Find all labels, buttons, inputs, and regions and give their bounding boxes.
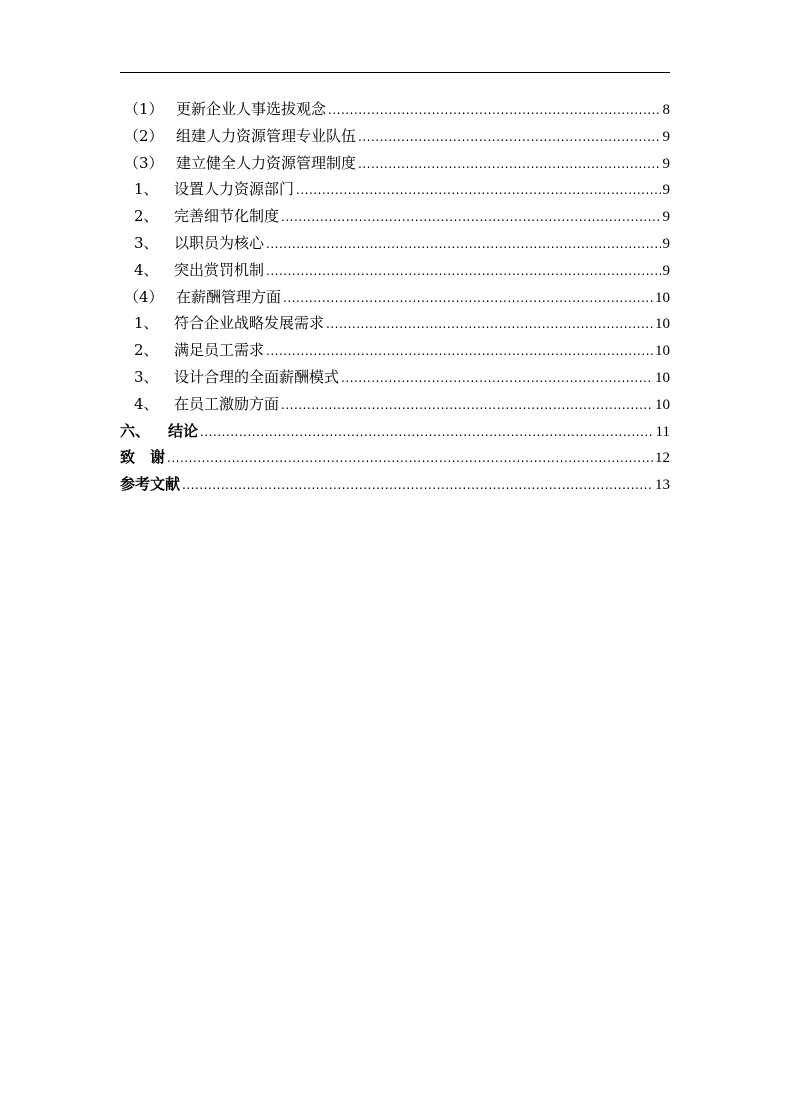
toc-entry-title: 满足员工需求 [174, 341, 265, 360]
toc-entry-page: 11 [655, 423, 670, 440]
toc-entry-page: 10 [655, 369, 670, 386]
toc-dot-leader [266, 338, 653, 365]
toc-entry-title: 建立健全人力资源管理制度 [176, 153, 357, 172]
toc-entry-page: 9 [662, 182, 670, 199]
toc-dot-leader [283, 285, 653, 312]
toc-entry-number: 2、 [134, 341, 159, 360]
toc-entry-number: 六、 [120, 421, 151, 440]
toc-entry-number: 3、 [134, 367, 159, 386]
toc-entry-number: 4、 [134, 260, 159, 279]
toc-entry[interactable] [120, 176, 670, 203]
toc-entry[interactable] [120, 284, 670, 311]
toc-entry-number: 3、 [134, 233, 159, 252]
toc-entry[interactable] [120, 150, 670, 177]
toc-entry[interactable] [120, 96, 670, 123]
toc-entry-page: 10 [655, 343, 670, 360]
toc-entry-number: 2、 [134, 207, 159, 226]
toc-entry[interactable] [120, 203, 670, 230]
toc-entry-page: 10 [655, 396, 670, 413]
toc-dot-leader [341, 365, 653, 392]
toc-entry-page: 9 [662, 209, 670, 226]
toc-entry-number: 1、 [134, 180, 159, 199]
toc-entry-page: 13 [655, 477, 670, 494]
toc-dot-leader [281, 392, 653, 419]
toc-dot-leader [266, 231, 660, 258]
table-of-contents [120, 96, 670, 498]
toc-dot-leader [167, 445, 653, 472]
toc-entry-title: 致 谢 [120, 448, 166, 467]
toc-entry-title: 更新企业人事选拔观念 [176, 100, 327, 118]
toc-entry-number: （1） [124, 100, 164, 118]
toc-entry-number: 1、 [134, 314, 159, 333]
toc-entry-number: 4、 [134, 394, 159, 413]
toc-entry-page: 8 [662, 102, 670, 118]
toc-entry-page: 12 [655, 450, 670, 467]
toc-dot-leader [326, 311, 653, 338]
toc-entry-title: 完善细节化制度 [174, 207, 280, 226]
toc-entry-title: 以职员为核心 [174, 233, 265, 252]
toc-entry[interactable] [120, 391, 670, 418]
toc-entry[interactable] [120, 364, 670, 391]
toc-entry-title: 在薪酬管理方面 [176, 287, 282, 306]
header-rule [120, 72, 670, 73]
toc-entry-number: （3） [124, 153, 164, 172]
toc-entry-page: 9 [662, 262, 670, 279]
toc-entry-title: 参考文献 [120, 475, 181, 494]
toc-entry-number: （4） [124, 287, 164, 306]
toc-entry[interactable] [120, 310, 670, 337]
toc-entry-page: 10 [655, 289, 670, 306]
toc-entry[interactable] [120, 418, 670, 445]
toc-entry[interactable] [120, 257, 670, 284]
toc-entry[interactable] [120, 444, 670, 471]
toc-entry-title: 设计合理的全面薪酬模式 [174, 367, 340, 386]
toc-entry[interactable] [120, 471, 670, 498]
toc-entry-page: 9 [662, 235, 670, 252]
toc-entry[interactable] [120, 123, 670, 150]
toc-entry-title: 突出赏罚机制 [174, 260, 265, 279]
toc-dot-leader [281, 204, 660, 231]
toc-entry-title: 符合企业战略发展需求 [174, 314, 325, 333]
toc-dot-leader [328, 97, 660, 124]
toc-entry-page: 10 [655, 316, 670, 333]
toc-dot-leader [200, 419, 654, 446]
toc-dot-leader [182, 472, 653, 499]
toc-entry-number: （2） [124, 126, 164, 145]
toc-entry-title: 结论 [168, 421, 199, 440]
toc-entry[interactable] [120, 230, 670, 257]
toc-entry-page: 9 [662, 155, 670, 172]
toc-dot-leader [296, 177, 660, 204]
toc-entry-page: 9 [662, 128, 670, 145]
toc-entry-title: 在员工激励方面 [174, 394, 280, 413]
toc-entry-title: 设置人力资源部门 [174, 180, 295, 199]
toc-entry-title: 组建人力资源管理专业队伍 [176, 126, 357, 145]
toc-dot-leader [358, 124, 660, 151]
toc-entry[interactable] [120, 337, 670, 364]
toc-dot-leader [266, 258, 660, 285]
toc-dot-leader [358, 151, 660, 178]
